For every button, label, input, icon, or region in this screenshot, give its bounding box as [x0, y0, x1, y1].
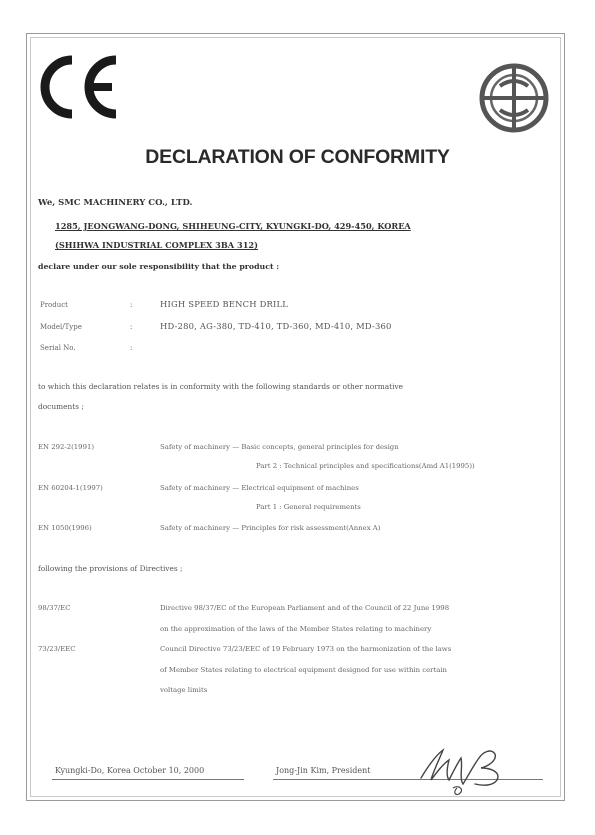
handwritten-signature [413, 738, 513, 796]
standard-description: Safety of machinery — Basic concepts, general principles for design [160, 443, 399, 451]
standard-part: Part 2 : Technical principles and specifications(Amd A1(1995)) [256, 462, 475, 470]
standard-code: EN 60204-1(1997) [38, 484, 103, 492]
model-label: Model/Type [40, 323, 82, 331]
standard-description: Safety of machinery — Electrical equipment of machines [160, 484, 359, 492]
ce-mark-logo [38, 54, 120, 120]
company-seal-logo [478, 62, 550, 134]
directive-code: 98/37/EC [38, 604, 71, 612]
product-label: Product [40, 301, 68, 309]
directive-text-line-2: on the approximation of the laws of the Member States relating to machinery [160, 625, 432, 633]
directives-intro: following the provisions of Directives ; [38, 564, 183, 573]
directive-text-line-1: Council Directive 73/23/EEC of 19 February 1973 on the harmonization of the laws [160, 645, 452, 653]
signatory-name: Jong-Jin Kim, President [276, 766, 371, 775]
conformity-text-line-2: documents ; [38, 402, 84, 411]
declaration-statement: declare under our sole responsibility that the product : [38, 262, 280, 271]
directive-text-line-2: of Member States relating to electrical equipment designed for use within certain [160, 666, 447, 674]
place-date-underline [52, 779, 244, 780]
company-address-line-2: (SHIHWA INDUSTRIAL COMPLEX 3BA 312) [55, 240, 258, 250]
standard-description: Safety of machinery — Principles for risk assessment(Annex A) [160, 524, 381, 532]
company-name: We, SMC MACHINERY CO., LTD. [38, 198, 193, 208]
model-value: HD-280, AG-380, TD-410, TD-360, MD-410, MD-360 [160, 321, 392, 331]
place-and-date: Kyungki-Do, Korea October 10, 2000 [55, 766, 205, 775]
standard-part: Part 1 : General requirements [256, 503, 361, 511]
product-value: HIGH SPEED BENCH DRILL [160, 299, 289, 309]
model-colon: : [130, 323, 133, 331]
directive-text-line-1: Directive 98/37/EC of the European Parliament and of the Council of 22 June 1998 [160, 604, 450, 612]
document-title: DECLARATION OF CONFORMITY [145, 146, 450, 168]
serial-label: Serial No. [40, 344, 76, 352]
conformity-text-line-1: to which this declaration relates is in conformity with the following standards or other normative [38, 382, 404, 391]
standard-code: EN 1050(1996) [38, 524, 92, 532]
company-address-line-1: 1285, JEONGWANG-DONG, SHIHEUNG-CITY, KYUNGKI-DO, 429-450, KOREA [55, 221, 411, 231]
directive-text-line-3: voltage limits [160, 686, 208, 694]
standard-code: EN 292-2(1991) [38, 443, 95, 451]
product-colon: : [130, 301, 133, 309]
directive-code: 73/23/EEC [38, 645, 76, 653]
serial-colon: : [130, 344, 133, 352]
